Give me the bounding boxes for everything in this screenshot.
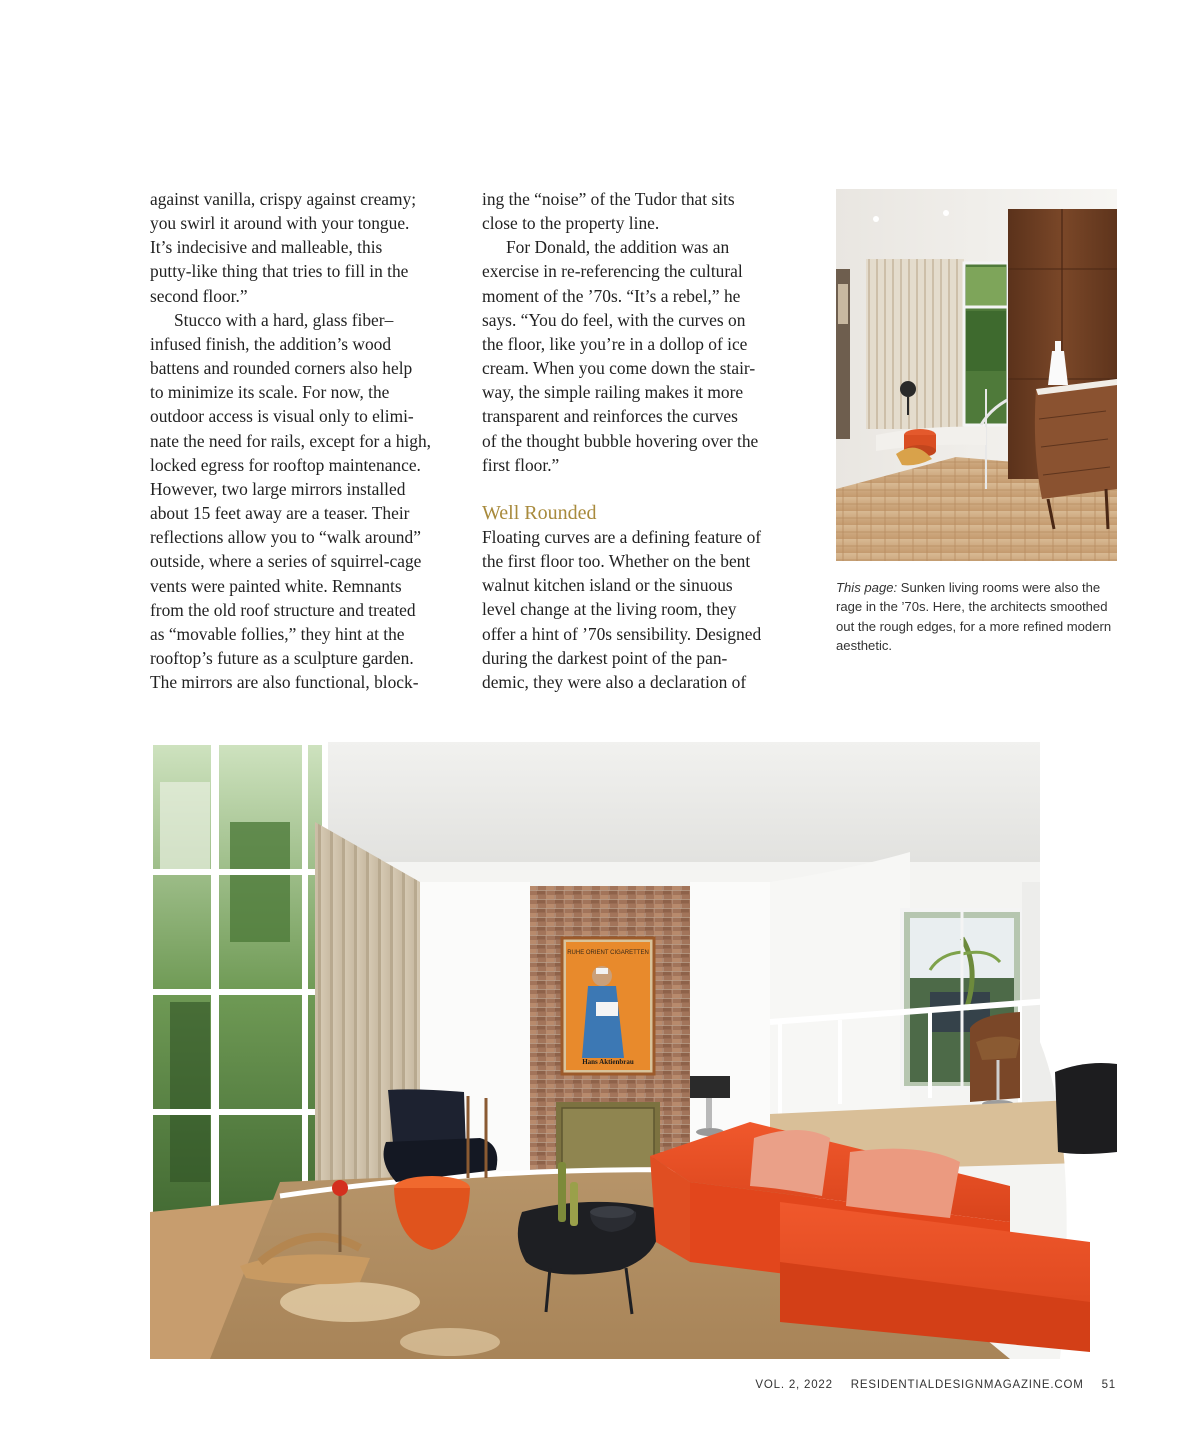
text-line: reflections allow you to “walk around” bbox=[150, 527, 421, 548]
text-line: way, the simple railing makes it more bbox=[482, 382, 744, 403]
text-line: Stucco with a hard, glass fiber– bbox=[174, 309, 394, 330]
footer-site: RESIDENTIALDESIGNMAGAZINE.COM bbox=[850, 1379, 1084, 1391]
article-column-2 bbox=[482, 187, 792, 694]
text-line: offer a hint of ’70s sensibility. Designed bbox=[482, 623, 762, 644]
text-line: during the darkest point of the pan- bbox=[482, 647, 728, 668]
text-line: to minimize its scale. For now, the bbox=[150, 382, 390, 403]
text-line: as “movable follies,” they hint at the bbox=[150, 623, 405, 644]
text-line: It’s indecisive and malleable, this bbox=[150, 237, 383, 258]
text-line: close to the property line. bbox=[482, 213, 660, 234]
text-line: ing the “noise” of the Tudor that sits bbox=[482, 189, 735, 209]
text-line: the first floor too. Whether on the bent bbox=[482, 551, 751, 572]
text-line: Floating curves are a defining feature of bbox=[482, 526, 762, 547]
text-line: locked egress for rooftop maintenance. bbox=[150, 454, 421, 475]
text-line: transparent and reinforces the curves bbox=[482, 406, 738, 427]
text-line: second floor.” bbox=[150, 285, 248, 306]
text-line: the floor, like you’re in a dollop of ice bbox=[482, 333, 748, 354]
text-line: For Donald, the addition was an bbox=[506, 237, 730, 258]
text-line: level change at the living room, they bbox=[482, 599, 737, 620]
text-line: of the thought bubble hovering over the bbox=[482, 430, 759, 451]
text-line: putty-like thing that tries to fill in the bbox=[150, 261, 409, 282]
footer-page-number: 51 bbox=[1101, 1379, 1116, 1391]
living-room-photo bbox=[150, 742, 1117, 1359]
page-footer bbox=[755, 1379, 1116, 1391]
caption-lead: This page: bbox=[836, 580, 898, 595]
poster-footer: Hans Aktienbrau bbox=[582, 1058, 634, 1066]
body-paragraph bbox=[150, 187, 460, 308]
footer-volume: VOL. 2, 2022 bbox=[755, 1379, 833, 1391]
body-paragraph bbox=[482, 235, 792, 477]
text-line: against vanilla, crispy against creamy; bbox=[150, 189, 417, 209]
caption-text: Sunken living rooms were also the rage in the ’70s. Here, the architects smoothed out the rough edges, for a more refined modern aesthetic. bbox=[836, 580, 1112, 653]
photo-caption bbox=[836, 578, 1126, 655]
text-line: rooftop’s future as a sculpture garden. bbox=[150, 647, 414, 668]
text-line: says. “You do feel, with the curves on bbox=[482, 309, 746, 330]
text-line: moment of the ’70s. “It’s a rebel,” he bbox=[482, 285, 741, 306]
text-line: exercise in re-referencing the cultural bbox=[482, 261, 743, 282]
text-line: battens and rounded corners also help bbox=[150, 358, 413, 379]
text-line: outside, where a series of squirrel-cage bbox=[150, 551, 422, 572]
text-line: However, two large mirrors installed bbox=[150, 478, 406, 499]
text-line: outdoor access is visual only to elimi- bbox=[150, 406, 414, 427]
text-line: demic, they were also a declaration of bbox=[482, 671, 747, 692]
text-line: cream. When you come down the stair- bbox=[482, 358, 756, 379]
section-subhead: Well Rounded bbox=[482, 501, 597, 524]
text-line: infused finish, the addition’s wood bbox=[150, 333, 392, 354]
text-line: first floor.” bbox=[482, 454, 560, 475]
body-paragraph bbox=[482, 187, 792, 235]
text-line: walnut kitchen island or the sinuous bbox=[482, 575, 733, 596]
text-line: about 15 feet away are a teaser. Their bbox=[150, 503, 410, 524]
text-line: you swirl it around with your tongue. bbox=[150, 213, 410, 234]
poster-header: RUHE ORIENT CIGARETTEN bbox=[567, 950, 649, 956]
text-line: from the old roof structure and treated bbox=[150, 599, 416, 620]
text-line: vents were painted white. Remnants bbox=[150, 575, 402, 596]
text-line: nate the need for rails, except for a high, bbox=[150, 430, 432, 451]
body-paragraph bbox=[482, 525, 792, 694]
body-paragraph bbox=[150, 308, 460, 695]
text-line: The mirrors are also functional, block- bbox=[150, 672, 419, 693]
kitchen-photo bbox=[836, 189, 1117, 561]
article-column-1 bbox=[150, 187, 460, 694]
